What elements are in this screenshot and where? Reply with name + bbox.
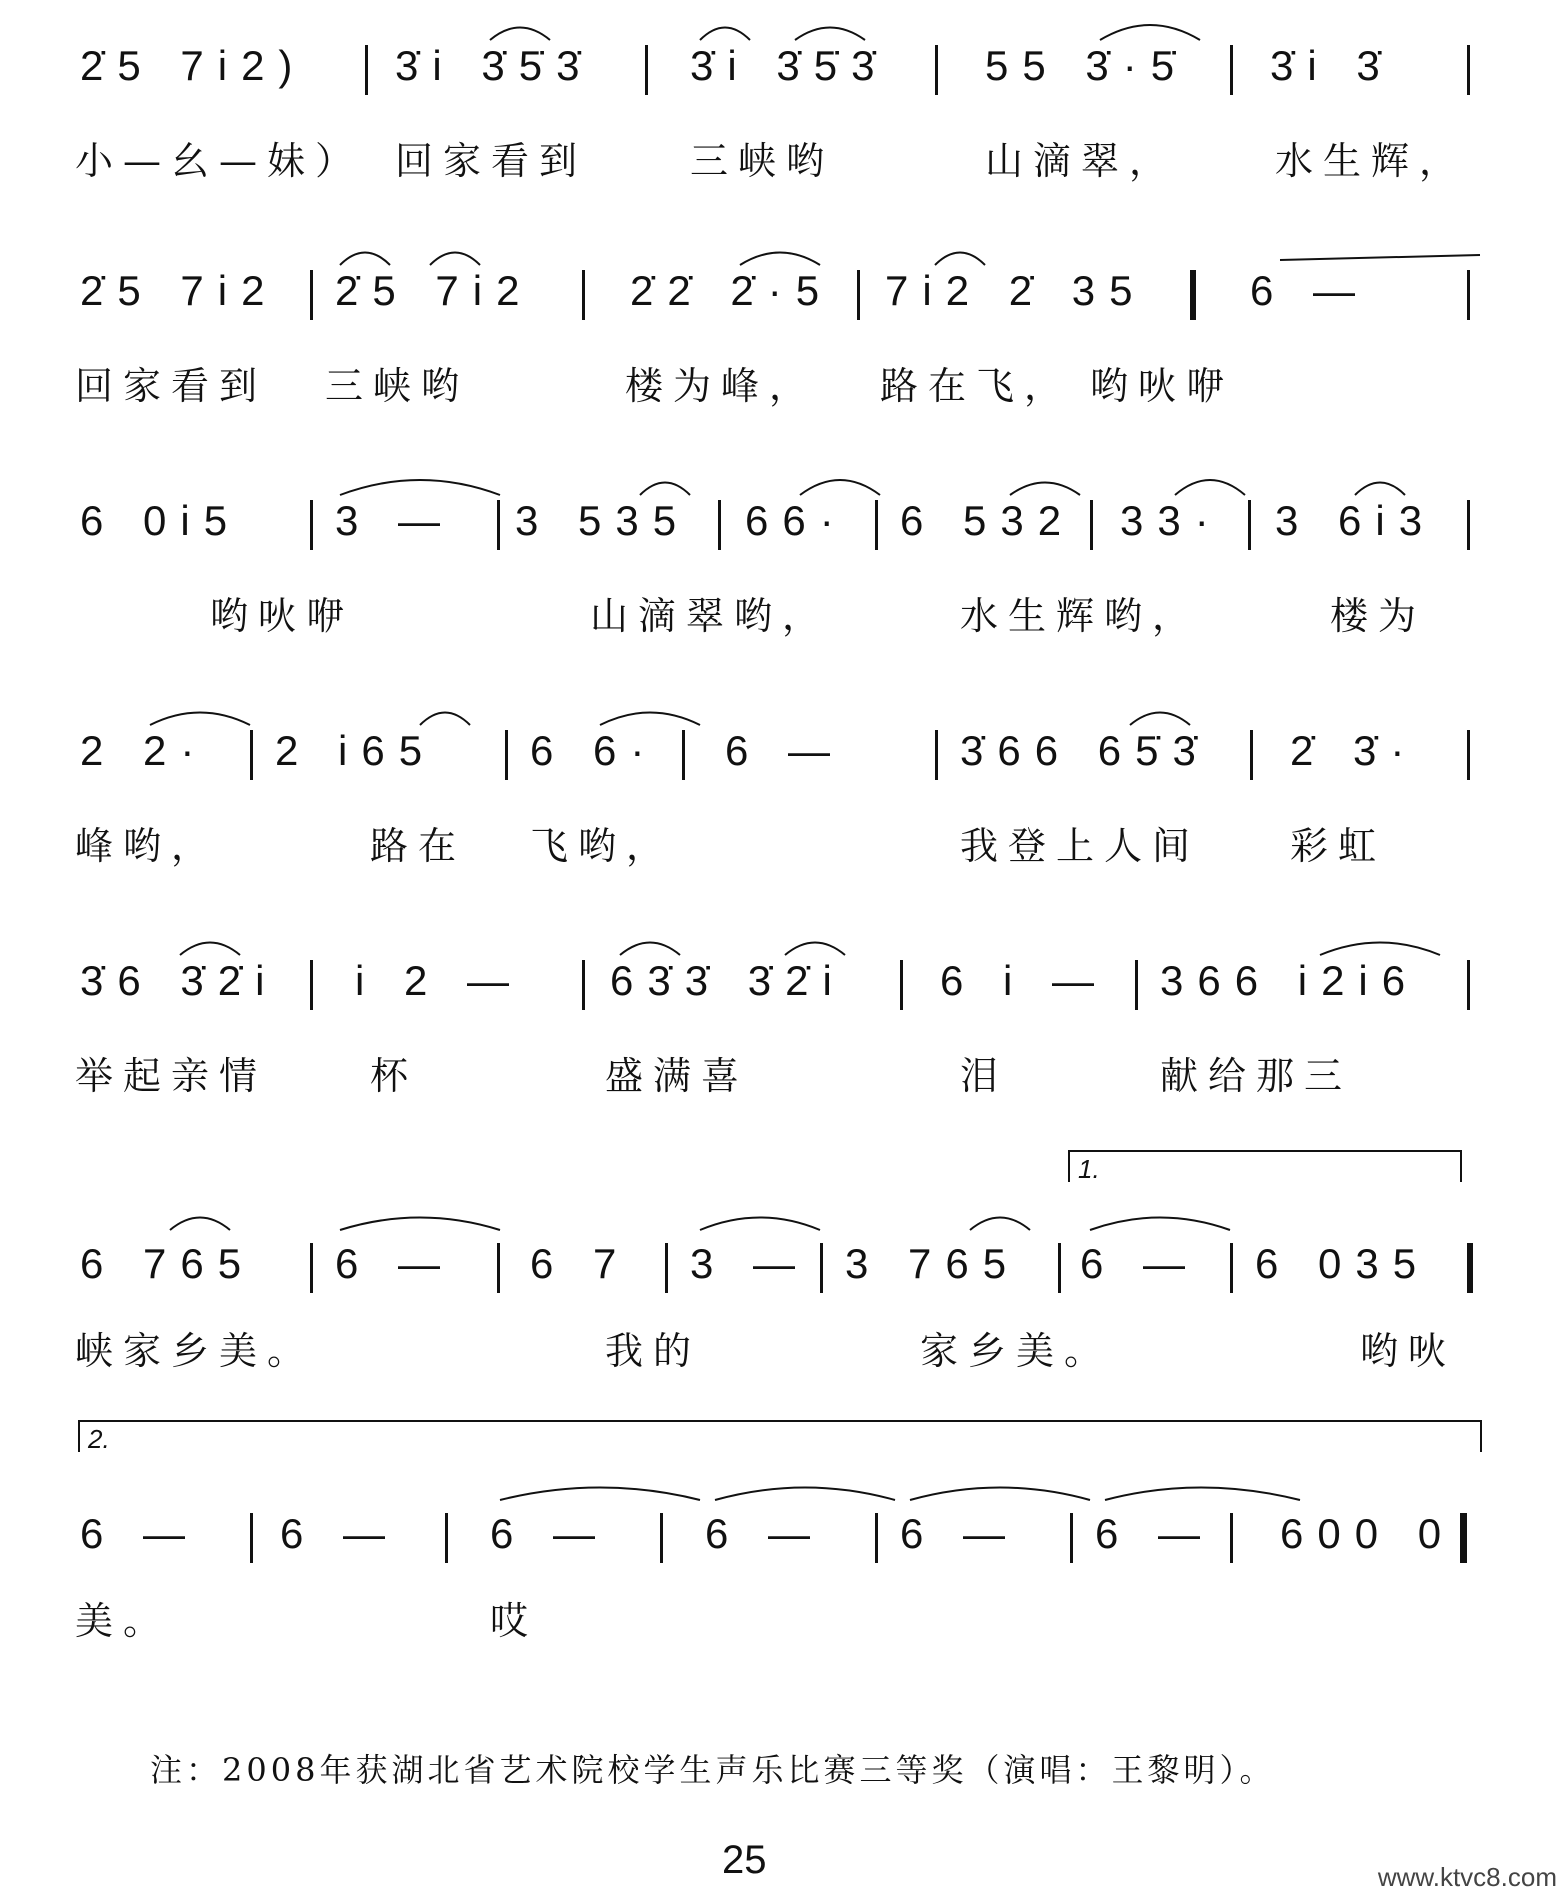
lyric: 回家看到 [75,364,268,408]
lyric: 水生辉哟， [960,594,1201,638]
barline [1135,960,1138,1010]
barline [1467,270,1470,320]
measure-4: 6 i — [940,957,1109,1004]
measure-2: 6 — [280,1510,400,1557]
slur [340,1218,500,1231]
slur [785,943,845,956]
barline [1248,500,1251,550]
repeat-end-barline [1467,1243,1473,1293]
lyric: 峡家乡美。 [75,1329,316,1373]
lyric: 献给那三 [1160,1054,1353,1098]
lyric: 盛满喜 [605,1054,750,1098]
barline [1230,45,1233,95]
measure-5: 3̇i 3̇ [1270,42,1394,89]
slur [935,253,985,266]
final-barline [1460,1513,1467,1563]
measure-7: 3 6i3 [1275,497,1437,544]
slur [180,943,240,956]
barline [250,1513,253,1563]
measure-4: 55 3̇·5̇ [985,42,1189,89]
slur [500,1488,700,1501]
slur [910,1488,1090,1501]
barline [497,500,500,550]
lyric: 美。 [75,1599,172,1643]
slur [430,253,480,266]
slur [740,253,820,266]
measure-1: 2̇5 7i2) [80,42,307,89]
measure-5: 3̇66 65̇3̇ [960,727,1210,774]
measure-1: 6 — [80,1510,200,1557]
slur [715,1488,895,1501]
volta-bracket-2 [78,1420,1482,1452]
barline [682,730,685,780]
measure-6: 6 — [1095,1510,1215,1557]
measure-7: 600 0 [1280,1510,1456,1557]
measure-6: 6 — [1080,1240,1200,1287]
lyric: 哎 [490,1599,539,1643]
barline [935,45,938,95]
measure-3: 6 6· [530,727,659,774]
lyric: 杯 [370,1054,419,1098]
lyric: 哟吙 [1360,1329,1457,1373]
slur [640,483,690,496]
volta-label: 1. [1078,1154,1100,1184]
barline [310,500,313,550]
footnote: 注：2008年获湖北省艺术院校学生声乐比赛三等奖（演唱：王黎明）。 [150,1751,1276,1789]
barline [1467,45,1470,95]
lyric: 举起亲情 [75,1054,268,1098]
lyric: 楼为 [1330,594,1427,638]
measure-5: 366 i2i6 [1160,957,1420,1004]
measure-1: 6 0i5 [80,497,242,544]
slur [1355,483,1405,496]
volta-bracket-1 [1068,1150,1462,1182]
measure-3: 3̇i 3̇5̇3̇ [690,42,889,89]
measure-5: 6 532 [900,497,1076,544]
measure-2: 3 — [335,497,455,544]
barline [1058,1243,1061,1293]
slur [1175,480,1245,495]
barline [250,730,253,780]
barline [1230,1513,1233,1563]
lyric: 路在飞， [880,364,1073,408]
barline [718,500,721,550]
barline [582,960,585,1010]
barline [645,45,648,95]
repeat-start-barline [1190,270,1196,320]
barline [1467,730,1470,780]
lyric: 小—幺—妹） [75,139,364,183]
measure-4: 6 — [705,1510,825,1557]
measure-3: 63̇3̇ 3̇2̇i [610,957,846,1004]
lyric: 哟吙咿 [1090,364,1235,408]
lyric: 山滴翠， [985,139,1178,183]
barline [582,270,585,320]
barline [1230,1243,1233,1293]
measure-3: 6 7 [530,1240,631,1287]
slur [600,713,700,726]
lyric: 水生辉， [1275,139,1468,183]
measure-1: 3̇6 3̇2̇i [80,957,279,1004]
barline [660,1513,663,1563]
slur [795,28,865,41]
lyric: 哟吙咿 [210,594,355,638]
barline [310,270,313,320]
slur [1130,713,1190,726]
measure-2: 3̇i 3̇5̇3̇ [395,42,594,89]
measure-3: 2̇2̇ 2̇·5 [630,267,834,314]
slur [700,28,750,41]
measure-1: 6 765 [80,1240,256,1287]
lyric: 回家看到 [395,139,588,183]
slur [1100,25,1200,40]
measure-6: 2̇ 3̇· [1290,727,1419,774]
slur [1090,1218,1230,1231]
slur [700,1218,820,1231]
barline [1090,500,1093,550]
barline [505,730,508,780]
measure-5: 3 765 [845,1240,1021,1287]
slur [970,1218,1030,1231]
measure-5: 6 — [1250,267,1370,314]
slur [170,1218,230,1231]
measure-1: 2̇5 7i2 [80,267,279,314]
measure-2: 2̇5 7i2 [335,267,534,314]
barline [1070,1513,1073,1563]
barline [857,270,860,320]
measure-2: i 2 — [355,957,524,1004]
measure-4: 3 — [690,1240,810,1287]
barline [1467,500,1470,550]
lyric: 峰哟， [75,824,220,868]
slur [490,28,550,41]
slur [420,713,470,726]
lyric: 我的 [605,1329,702,1373]
barline [665,1243,668,1293]
slur [1010,483,1080,496]
slur [1280,255,1480,260]
barline [310,960,313,1010]
measure-3: 6 — [490,1510,610,1557]
lyric: 楼为峰， [625,364,818,408]
page-number: 25 [722,1838,767,1882]
lyric: 三峡哟 [690,139,835,183]
slur [340,253,390,266]
volta-label: 2. [88,1424,110,1454]
lyric: 山滴翠哟， [590,594,831,638]
measure-7: 6 035 [1255,1240,1431,1287]
barline [875,500,878,550]
lyric: 飞哟， [530,824,675,868]
lyric: 家乡美。 [920,1329,1113,1373]
measure-4: 7i2 2̇ 35 [885,267,1147,314]
measure-4: 6 — [725,727,845,774]
barline [497,1243,500,1293]
measure-2: 2 i65 [275,727,437,774]
barline [1250,730,1253,780]
slur [340,480,500,495]
barline [875,1513,878,1563]
slur [150,713,250,726]
slur [1320,943,1440,956]
lyric: 泪 [960,1054,1009,1098]
measure-2: 6 — [335,1240,455,1287]
barline [445,1513,448,1563]
lyric: 路在 [370,824,467,868]
slur [1105,1488,1300,1501]
barline [820,1243,823,1293]
lyric: 我登上人间 [960,824,1201,868]
watermark: www.ktvc8.com [1377,1862,1557,1892]
lyric: 彩虹 [1290,824,1387,868]
barline [1467,960,1470,1010]
measure-1: 2 2· [80,727,209,774]
measure-3: 3 535 [515,497,691,544]
barline [310,1243,313,1293]
measure-4: 66· [745,497,848,544]
barline [900,960,903,1010]
slur [620,943,680,956]
barline [935,730,938,780]
measure-6: 33· [1120,497,1223,544]
slur [800,480,880,495]
measure-5: 6 — [900,1510,1020,1557]
barline [365,45,368,95]
lyric: 三峡哟 [325,364,470,408]
